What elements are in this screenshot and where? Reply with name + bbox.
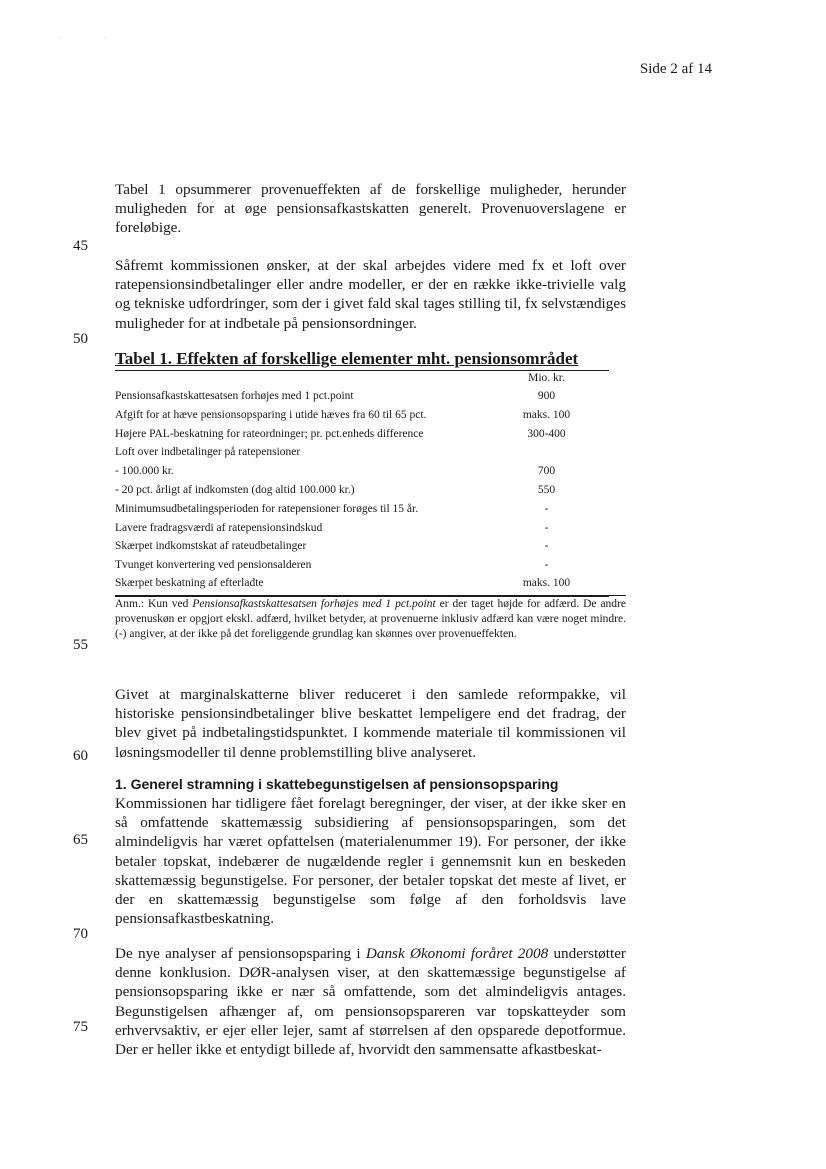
table-note [115, 595, 626, 642]
table-title [115, 349, 609, 371]
row-label: Skærpet beskatning af efterladte [115, 577, 264, 589]
row-label: Afgift for at hæve pensionsopsparing i utide hæves fra 60 til 65 pct. [115, 409, 427, 421]
row-label: Lavere fradragsværdi af ratepensionsindskud [115, 522, 323, 534]
row-label: - 20 pct. årligt af indkomsten (dog altid 100.000 kr.) [115, 484, 355, 496]
row-value: maks. 100 [522, 409, 571, 421]
line-number: 55 [73, 637, 88, 653]
line-number: 50 [73, 331, 88, 347]
table-title-text: Tabel 1. Effekten af forskellige elementer mht. pensionsområdet [115, 349, 579, 368]
table-row [115, 390, 609, 409]
row-value: 900 [537, 390, 556, 402]
row-label: Minimumsudbetalingsperioden for ratepensioner forøges til 15 år. [115, 503, 419, 515]
table-row [115, 522, 609, 541]
table-row [115, 428, 609, 447]
row-value: 550 [537, 484, 556, 496]
row-label: Loft over indbetalinger på ratepensioner [115, 446, 301, 458]
note-prefix: Anm.: Kun ved [115, 598, 193, 610]
row-value: - [544, 503, 549, 515]
table-row [115, 484, 609, 503]
row-value: 700 [537, 465, 556, 477]
page-number: Side 2 af 14 [639, 61, 712, 77]
table-row [115, 446, 609, 465]
row-label: - 100.000 kr. [115, 465, 174, 477]
paragraph: Givet at marginalskatterne bliver reduceret i den samlede reformpakke, vil historiske pensionsindbetalinger blive beskattet lempeligere end det fradrag, der blev givet på indbetalingstidspunktet. I kommende materiale til kommissionen vil løsningsmodeller til denne problemstilling blive analyseret. [115, 686, 626, 761]
note-italic: Pensionsafkastskattesatsen forhøjes med 1 pct.point [192, 598, 436, 610]
paragraph-text: understøtter denne konklusion. DØR-analysen viser, at den skattemæssige begunstigelse af pensionsopsparing ikke er nær så omfattende, som det almindeligvis antages. Begunstigelsen afhænger af, om pensionsopspareren var topskatteyder som erhvervsaktiv, er ejer eller lejer, samt af størrelsen af den opsparede depotformue. Der er heller ikke et entydigt billede af, hvorvidt den sammensatte afkastbeskat- [115, 945, 626, 1059]
faint-mark: · [58, 34, 61, 43]
line-number: 65 [73, 832, 88, 848]
table-row [115, 465, 609, 484]
row-label: Højere PAL-beskatning for rateordninger; pr. pct.enheds difference [115, 428, 424, 440]
publication-title: Dansk Økonomi foråret 2008 [365, 945, 549, 962]
table-row [115, 503, 609, 522]
paragraph-text: De nye analyser af pensionsopsparing i [115, 945, 366, 962]
paragraph: Kommissionen har tidligere fået forelagt beregninger, der viser, at der ikke sker en så omfattende skattemæssig subsidiering af pensionsopsparingen, som det almindeligvis har været opfattelsen (materialenummer 19). For personer, der ikke betaler topskat, indebærer de nugældende regler i gennemsnit kun en beskeden skattemæssig begunstigelse. For personer, der betaler topskat det meste af livet, er der en skattemæssig begunstigelse som følge af den forholdsvis lave pensionsafkastbeskatning. [115, 795, 626, 928]
row-label: Tvunget konvertering ved pensionsalderen [115, 559, 312, 571]
row-value: - [544, 559, 549, 571]
line-number: 70 [73, 926, 88, 942]
table-row [115, 559, 609, 578]
line-number: 45 [73, 238, 88, 254]
table-unit-header: Mio. kr. [528, 372, 565, 384]
row-value: - [544, 522, 549, 534]
paragraph: Såfremt kommissionen ønsker, at der skal arbejdes videre med fx et loft over ratepensionsindbetalinger eller andre modeller, er der en række ikke-trivielle valg og tekniske udfordringer, som der i givet fald skal tages stilling til, fx selvstændiges muligheder for at indbetale på pensionsordninger. [115, 257, 626, 332]
row-value: 300-400 [527, 428, 566, 440]
line-number: 75 [73, 1019, 88, 1035]
row-label: Pensionsafkastskattesatsen forhøjes med 1 pct.point [115, 390, 354, 402]
row-value: maks. 100 [522, 577, 571, 589]
section-heading: 1. Generel stramning i skattebegunstigelsen af pensionsopsparing [115, 776, 559, 792]
paragraph: Tabel 1 opsummerer provenueffekten af de forskellige muligheder, herunder muligheden for at øge pensionsafkastskatten generelt. Provenuoverslagene er foreløbige. [115, 181, 626, 237]
row-label: Skærpet indkomstskat af rateudbetalinger [115, 540, 307, 552]
table-row [115, 409, 609, 428]
note-suffix: er der taget højde for adfærd. De andre provenuskøn er opgjort ekskl. adfærd, hvilket betyder, at provenuerne inklusiv adfærd kan være noget mindre. (-) angiver, at der ikke på det foreliggende grundlag kan skønnes over provenueffekten. [115, 598, 626, 640]
faint-mark: · [104, 34, 107, 43]
row-value: - [544, 540, 549, 552]
line-number: 60 [73, 748, 88, 764]
paragraph [115, 944, 626, 1059]
table-row [115, 540, 609, 559]
table-row [115, 577, 609, 597]
